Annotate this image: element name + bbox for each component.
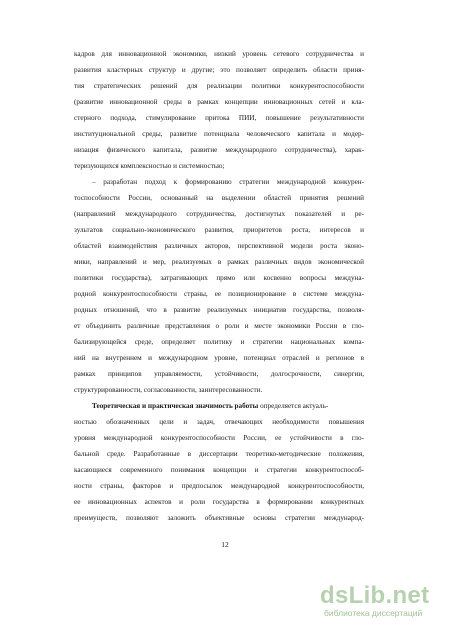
text-line: бализирующейся среде, определяет политику и стратегии национальных компа- xyxy=(74,338,364,346)
text-line: тия стратегических решений для реализации политики конкурентоспособности xyxy=(74,82,364,90)
text-line: политики государства), затрагивающих прямо или косвенно вопросы междуна- xyxy=(74,274,364,282)
text-line: касающиеся современного понимания концепции и стратегии конкурентоспособ- xyxy=(74,466,364,474)
text-line: бальной среде. Разработанные в диссертации теоретико-методические положения, xyxy=(74,450,364,458)
text-line: преимуществ, позволяют заложить объективные основы стратегии международ- xyxy=(74,514,364,522)
text-line: зультатов социально-экономического развития, приоритетов роста, интересов и xyxy=(74,226,364,234)
text-line: ний на внутреннем и международном уровне, потенциал отраслей и регионов в xyxy=(74,354,364,362)
text-fragment: определяется актуаль- xyxy=(260,402,329,410)
watermark-logo xyxy=(320,583,436,623)
watermark-title: dsLib.net xyxy=(320,582,430,609)
text-line: тоспособности России, основанный на выделении областей принятия решений xyxy=(74,194,364,202)
watermark-subtitle: библиотека диссертаций xyxy=(324,608,423,618)
text-line: областей взаимодействия различных акторов, перспективной модели роста эконо- xyxy=(74,242,364,250)
text-line: ности страны, факторов и предпосылок международной конкурентоспособности, xyxy=(74,482,364,490)
text-line: родных отношений, что в развитие реализуемых инициатив государства, позволя- xyxy=(74,306,364,314)
text-line: структурированности, согласованности, заинтересованности. xyxy=(74,386,263,394)
text-line: теризующихся комплексностью и системностью; xyxy=(74,162,225,170)
text-line: институциональной среды, развитие потенциала человеческого капитала и модер- xyxy=(74,130,364,138)
text-line: развития кластерных структур и другие; это позволяет определить области приня- xyxy=(74,66,364,74)
text-line: ет объединить различные представления о роли и месте экономики России в гло- xyxy=(74,322,364,330)
text-line: родной конкурентоспособности страны, ее позиционирование в системе междуна- xyxy=(74,290,364,298)
text-line: ее инновационных аспектов и роли государства в формировании конкурентных xyxy=(74,498,364,506)
text-line: рамках принципов управляемости, устойчивости, долгосрочности, синергии, xyxy=(74,370,364,378)
text-line: ностью обозначенных цели и задач, отвечающих необходимости повышения xyxy=(74,418,364,426)
significance-line xyxy=(92,401,364,411)
text-line: мики, направлений и мер, реализуемых в рамках различных видов экономической xyxy=(74,258,364,266)
text-line: уровня международной конкурентоспособности России, ее устойчивости в гло- xyxy=(74,434,364,442)
bold-lead-in: Теоретическая и практическая значимость работы xyxy=(92,402,259,410)
text-line: (направлений международного сотрудничества, достигнутых показателей и ре- xyxy=(74,210,364,218)
page-number: 12 xyxy=(221,540,229,549)
text-line: низация физического капитала, развитие международного сотрудничества), харак- xyxy=(74,146,364,154)
text-line: стерного подхода, стимулирование притока ПИИ, повышение результативности xyxy=(74,114,364,122)
text-line: (развитие инновационной среды в рамках концепции инновационных сетей и кла- xyxy=(74,98,364,106)
text-line: – разработан подход к формированию стратегии международной конкурен- xyxy=(92,178,364,186)
text-line: кадров для инновационной экономики, низкий уровень сетевого сотрудничества и xyxy=(74,50,364,58)
